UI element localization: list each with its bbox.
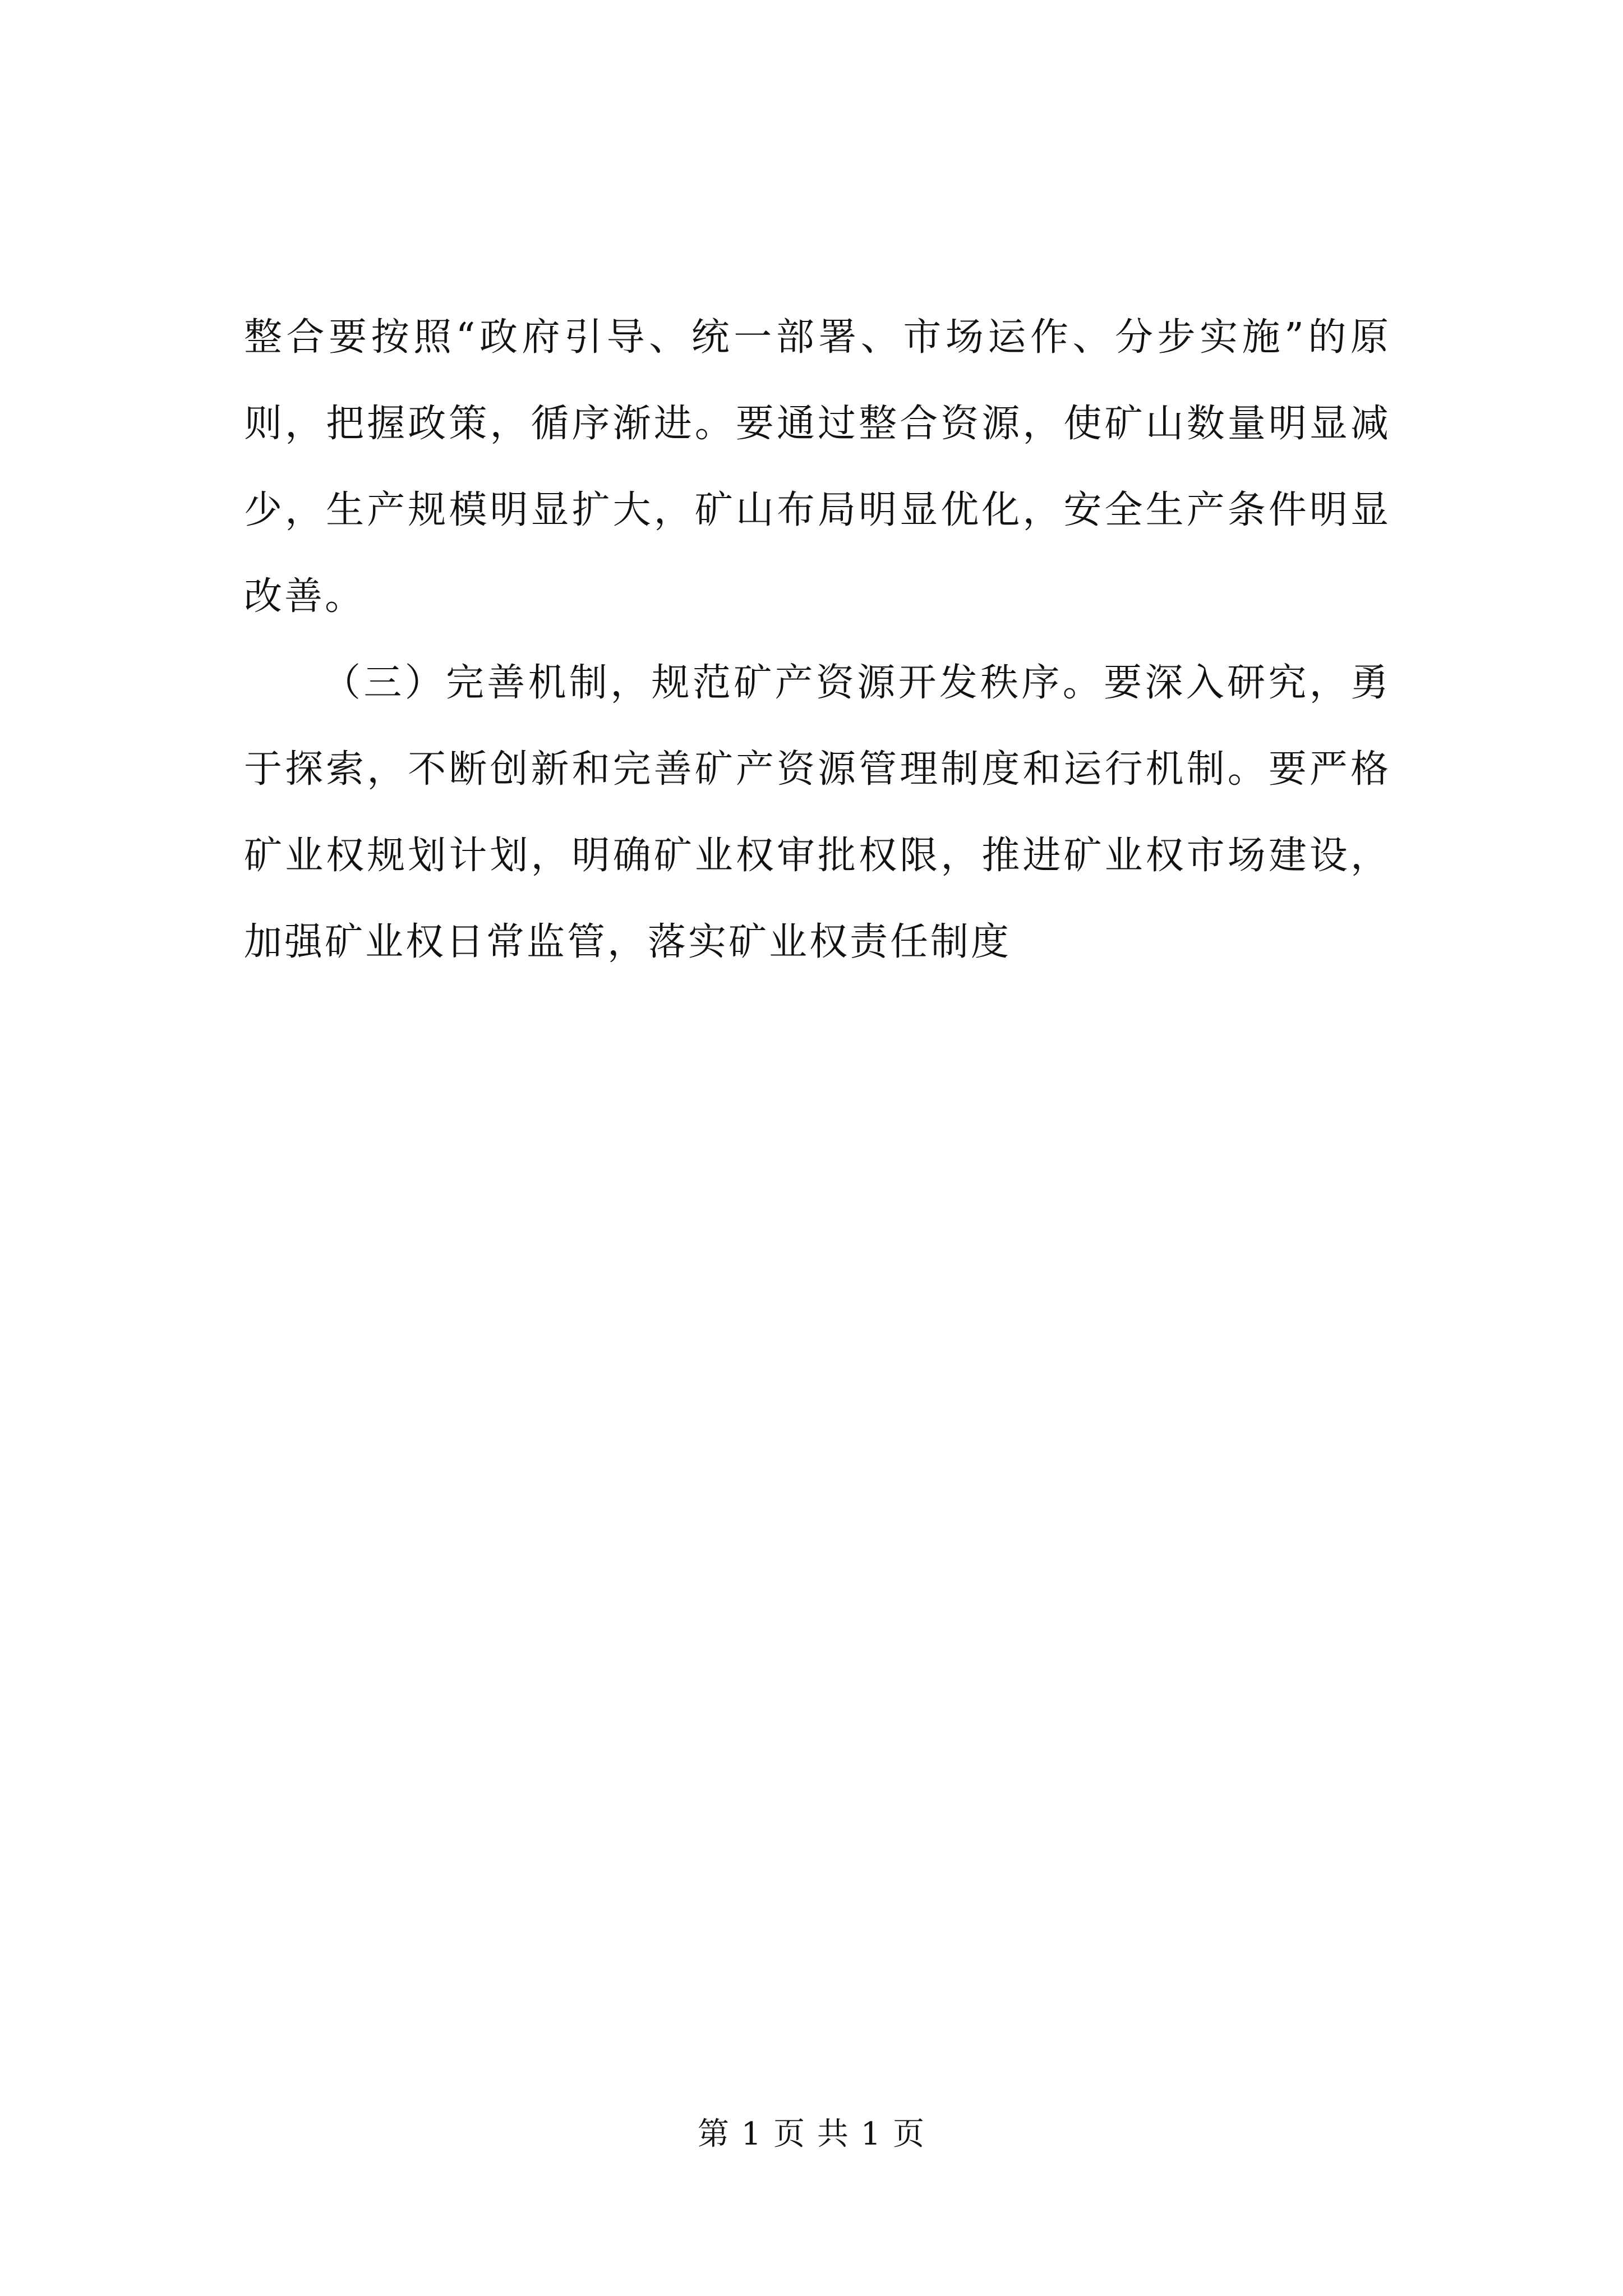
paragraph-mechanism — [244, 640, 1391, 986]
paragraph-line: 则，把握政策，循序渐进。要通过整合资源，使矿山数量明显减 — [244, 402, 1391, 446]
paragraph-line: 少，生产规模明显扩大，矿山布局明显优化，安全生产条件明显 — [244, 488, 1391, 532]
paragraph-line: 加强矿业权日常监管，落实矿业权责任制度 — [244, 920, 1012, 964]
page-number-footer: 第 1 页 共 1 页 — [697, 2116, 926, 2152]
paragraph-line: 整合要按照“政府引导、统一部署、市场运作、分步实施”的原 — [244, 315, 1391, 360]
paragraph-line: 于探索，不断创新和完善矿产资源管理制度和运行机制。要严格 — [244, 747, 1391, 792]
document-body — [244, 295, 1391, 986]
paragraph-line: 矿业权规划计划，明确矿业权审批权限，推进矿业权市场建设， — [244, 834, 1391, 878]
paragraph-line: 改善。 — [244, 574, 366, 619]
paragraph-line: （三）完善机制，规范矿产资源开发秩序。要深入研究，勇 — [322, 661, 1391, 705]
paragraph-integration — [244, 295, 1391, 640]
